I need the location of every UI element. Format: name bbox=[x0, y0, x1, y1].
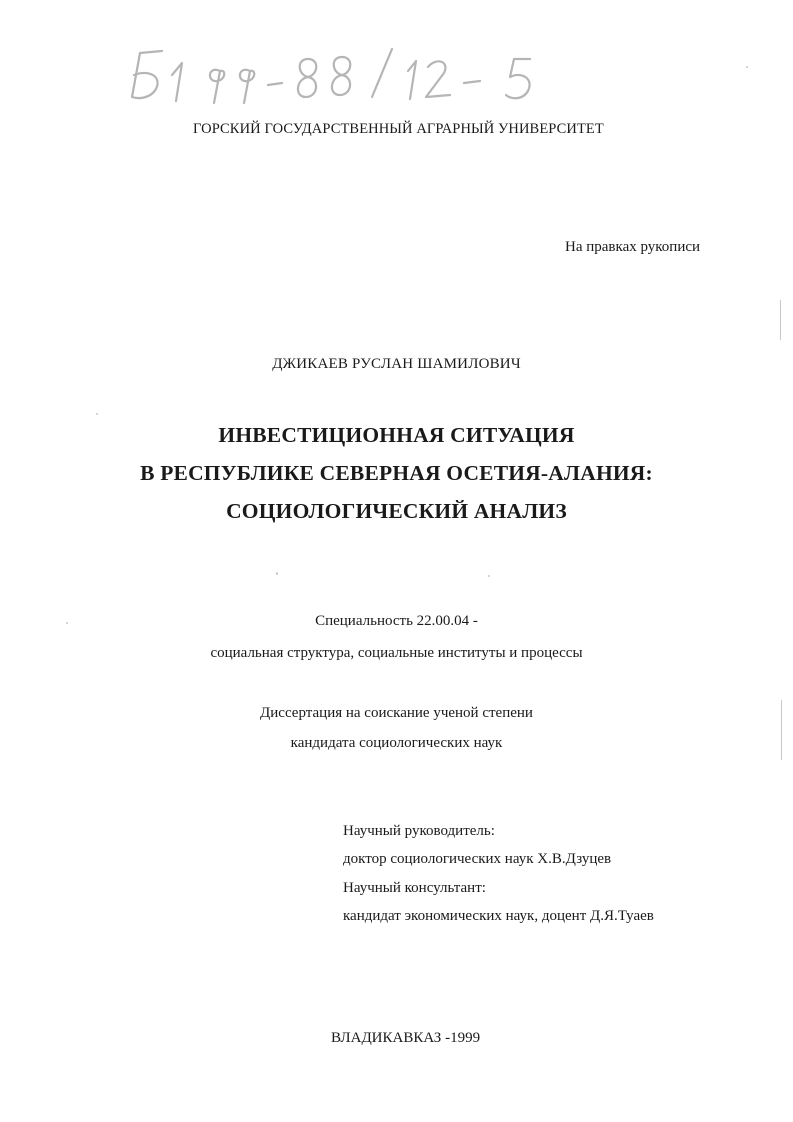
scan-speck bbox=[276, 572, 278, 575]
scan-speck bbox=[746, 66, 748, 68]
scan-speck bbox=[780, 300, 781, 340]
scan-speck bbox=[488, 575, 490, 577]
degree-statement: Диссертация на соискание ученой степени bbox=[260, 705, 533, 721]
university-name: ГОРСКИЙ ГОСУДАРСТВЕННЫЙ АГРАРНЫЙ УНИВЕРСИТЕТ bbox=[193, 121, 604, 137]
manuscript-note: На правках рукописи bbox=[565, 239, 701, 255]
consultant-name: кандидат экономических наук, доцент Д.Я.Туаев bbox=[343, 908, 654, 924]
degree-name: кандидата социологических наук bbox=[290, 735, 503, 751]
supervisor-name: доктор социологических наук Х.В.Дзуцев bbox=[343, 851, 612, 867]
dissertation-title-line-2: В РЕСПУБЛИКЕ СЕВЕРНАЯ ОСЕТИЯ-АЛАНИЯ: bbox=[140, 461, 653, 485]
dissertation-title-line-1: ИНВЕСТИЦИОННАЯ СИТУАЦИЯ bbox=[218, 423, 575, 447]
supervisor-label: Научный руководитель: bbox=[343, 823, 495, 839]
handwritten-archive-stamp bbox=[110, 45, 570, 115]
specialty-code: Специальность 22.00.04 - bbox=[315, 613, 478, 629]
consultant-label: Научный консультант: bbox=[343, 880, 486, 896]
scan-speck bbox=[781, 700, 782, 760]
specialty-description: социальная структура, социальные институты и процессы bbox=[210, 645, 583, 661]
author-name: ДЖИКАЕВ РУСЛАН ШАМИЛОВИЧ bbox=[272, 356, 521, 372]
city-year: ВЛАДИКАВКАЗ -1999 bbox=[331, 1030, 481, 1046]
scan-speck bbox=[66, 622, 68, 624]
dissertation-title-line-3: СОЦИОЛОГИЧЕСКИЙ АНАЛИЗ bbox=[226, 499, 567, 523]
scan-speck bbox=[96, 413, 98, 415]
